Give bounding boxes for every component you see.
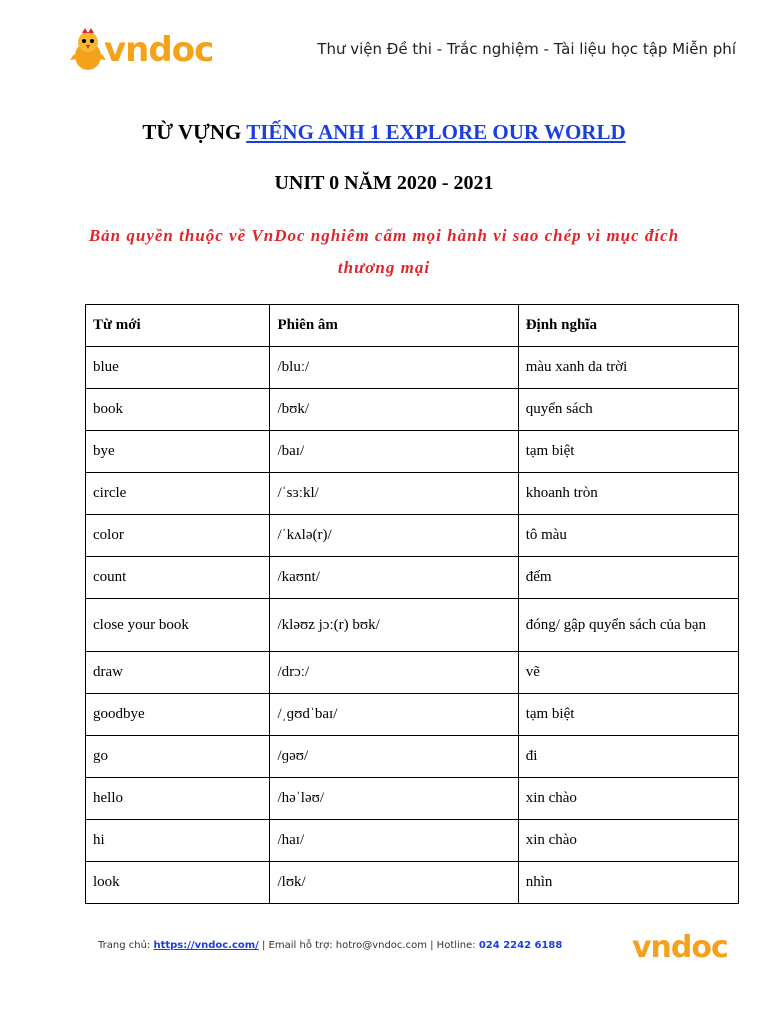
definition-cell: quyển sách [518, 389, 738, 431]
word-cell: count [86, 557, 270, 599]
definition-cell: tạm biệt [518, 694, 738, 736]
phonetic-cell: /ˌɡʊdˈbaɪ/ [270, 694, 518, 736]
phonetic-cell: /drɔː/ [270, 652, 518, 694]
page-header [0, 0, 768, 100]
phonetic-cell: /ɡəʊ/ [270, 736, 518, 778]
word-cell: color [86, 515, 270, 557]
word-cell: bye [86, 431, 270, 473]
phonetic-cell: /bʊk/ [270, 389, 518, 431]
table-row [86, 652, 739, 694]
logo-text: vndoc [104, 30, 214, 70]
table-row [86, 347, 739, 389]
table-header-row [86, 305, 739, 347]
header-tagline: Thư viện Đề thi - Trắc nghiệm - Tài liệu học tập Miễn phí [317, 40, 736, 58]
definition-cell: xin chào [518, 778, 738, 820]
phonetic-cell: /haɪ/ [270, 820, 518, 862]
vocabulary-table [85, 304, 739, 904]
word-cell: hi [86, 820, 270, 862]
table-row [86, 389, 739, 431]
table-row [86, 557, 739, 599]
footer-logo: vndoc [632, 930, 728, 965]
word-cell: go [86, 736, 270, 778]
table-row [86, 694, 739, 736]
definition-cell: đi [518, 736, 738, 778]
definition-cell: màu xanh da trời [518, 347, 738, 389]
table-row [86, 820, 739, 862]
copyright-notice: Bản quyền thuộc về VnDoc nghiêm cấm mọi hành vi sao chép vì mục đích thương mại [88, 226, 680, 277]
footer-home-link[interactable]: https://vndoc.com/ [153, 940, 259, 951]
table-row [86, 431, 739, 473]
header-cell: Từ mới [86, 305, 270, 347]
definition-cell: xin chào [518, 820, 738, 862]
phonetic-cell: /həˈləʊ/ [270, 778, 518, 820]
chick-mascot-icon [68, 28, 108, 74]
table-row [86, 515, 739, 557]
definition-cell: vẽ [518, 652, 738, 694]
definition-cell: đếm [518, 557, 738, 599]
phonetic-cell: /ˈkʌlə(r)/ [270, 515, 518, 557]
title-link[interactable]: TIẾNG ANH 1 EXPLORE OUR WORLD [246, 120, 626, 144]
header-cell: Định nghĩa [518, 305, 738, 347]
word-cell: draw [86, 652, 270, 694]
phonetic-cell: /baɪ/ [270, 431, 518, 473]
table-row [86, 473, 739, 515]
phonetic-cell: /kləʊz jɔː(r) bʊk/ [270, 599, 518, 652]
footer-home-label: Trang chủ: [98, 940, 154, 951]
table-row [86, 778, 739, 820]
page-footer [98, 940, 562, 951]
footer-hotline: 024 2242 6188 [478, 940, 563, 951]
definition-cell: khoanh tròn [518, 473, 738, 515]
table-row [86, 599, 739, 652]
phonetic-cell: /kaʊnt/ [270, 557, 518, 599]
page-title [0, 120, 768, 145]
word-cell: look [86, 862, 270, 904]
page-subtitle: UNIT 0 NĂM 2020 - 2021 [274, 172, 494, 194]
title-prefix: TỪ VỰNG [142, 120, 242, 144]
footer-email-text: | Email hỗ trợ: hotro@vndoc.com | Hotline: [258, 940, 479, 951]
table-row [86, 736, 739, 778]
definition-cell: tô màu [518, 515, 738, 557]
definition-cell: đóng/ gập quyển sách của bạn [518, 599, 738, 652]
definition-cell: tạm biệt [518, 431, 738, 473]
word-cell: hello [86, 778, 270, 820]
vndoc-logo[interactable] [68, 28, 218, 76]
word-cell: blue [86, 347, 270, 389]
header-cell: Phiên âm [270, 305, 518, 347]
phonetic-cell: /ˈsɜːkl/ [270, 473, 518, 515]
word-cell: book [86, 389, 270, 431]
phonetic-cell: /bluː/ [270, 347, 518, 389]
word-cell: close your book [86, 599, 270, 652]
word-cell: goodbye [86, 694, 270, 736]
phonetic-cell: /lʊk/ [270, 862, 518, 904]
word-cell: circle [86, 473, 270, 515]
table-row [86, 862, 739, 904]
definition-cell: nhìn [518, 862, 738, 904]
